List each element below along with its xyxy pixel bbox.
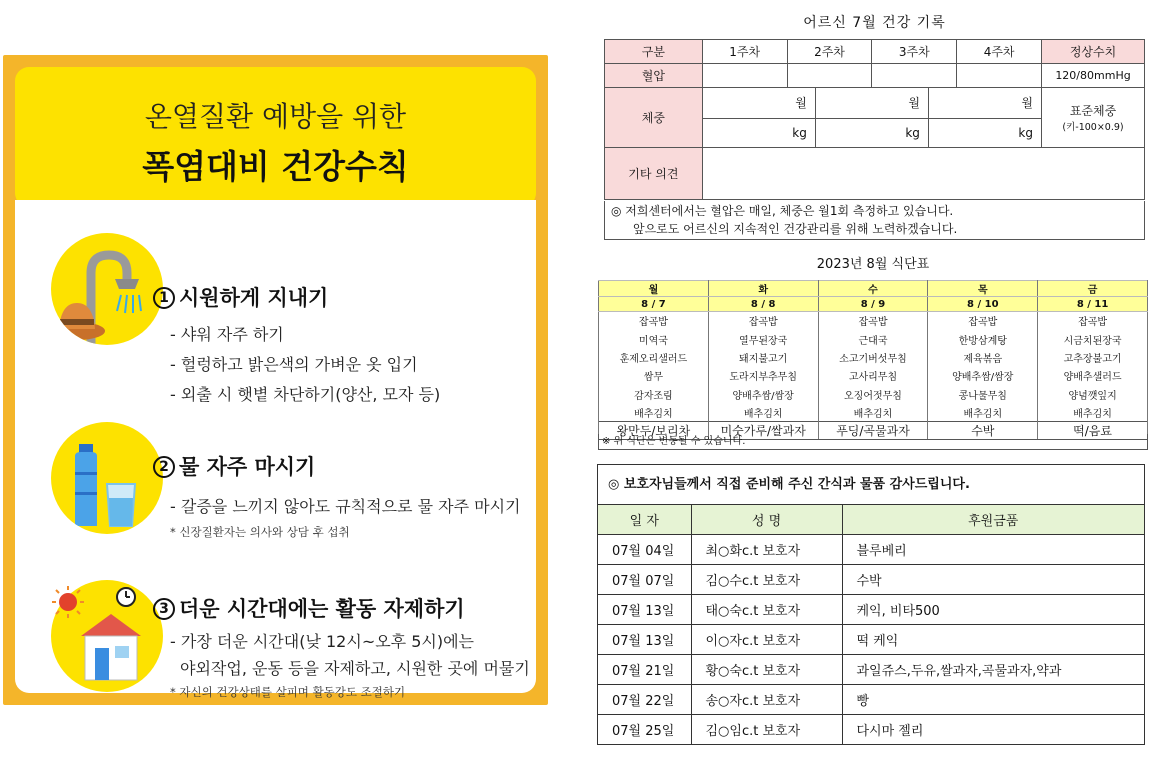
menu-row	[599, 348, 1148, 366]
menu-item: 양념깻잎지	[1038, 385, 1148, 403]
menu-snack: 푸딩/곡물과자	[818, 422, 928, 440]
tip-1-number: 1	[153, 287, 175, 309]
menu-item: 미역국	[599, 330, 709, 348]
tip-1-line: - 샤워 자주 하기	[170, 325, 284, 344]
menu-date: 8 / 9	[818, 297, 928, 312]
health-header-cell: 정상수치	[1042, 40, 1145, 64]
menu-item: 잡곡밥	[1038, 312, 1148, 330]
donor-item: 떡 케익	[842, 625, 1144, 655]
donor-item: 다시마 젤리	[842, 715, 1144, 745]
tip-3-number: 3	[153, 598, 175, 620]
donor-header-row	[598, 505, 1144, 535]
menu-row	[599, 385, 1148, 403]
health-header-cell: 4주차	[957, 40, 1042, 64]
donor-row	[598, 535, 1144, 565]
menu-item: 배추김치	[599, 403, 709, 421]
bp-cell[interactable]	[872, 64, 957, 88]
tip-1-line: - 외출 시 햇볕 차단하기(양산, 모자 등)	[170, 385, 441, 404]
blood-pressure-row	[605, 64, 1145, 88]
poster-title: 폭염대비 건강수칙	[142, 147, 409, 186]
menu-day: 목	[928, 281, 1038, 297]
standard-weight-formula: (키-100×0.9)	[1062, 122, 1124, 133]
tip-2-title: 물 자주 마시기	[179, 455, 316, 479]
menu-item: 고추장불고기	[1038, 348, 1148, 366]
donor-item: 과일쥬스,두유,쌀과자,곡물과자,약과	[842, 655, 1144, 685]
menu-item: 한방삼계탕	[928, 330, 1038, 348]
donor-item: 케익, 비타500	[842, 595, 1144, 625]
donor-header-cell: 성 명	[691, 505, 842, 535]
donor-name: 이○자c.t 보호자	[691, 625, 842, 655]
donor-item: 수박	[842, 565, 1144, 595]
menu-item: 배추김치	[928, 403, 1038, 421]
menu-item: 콩나물무침	[928, 385, 1038, 403]
donor-name: 황○숙c.t 보호자	[691, 655, 842, 685]
health-header-cell: 2주차	[787, 40, 872, 64]
donor-box	[597, 464, 1145, 745]
health-header-cell: 1주차	[702, 40, 787, 64]
menu-item: 돼지불고기	[708, 348, 818, 366]
donor-row	[598, 595, 1144, 625]
donor-title: ◎ 보호자님들께서 직접 준비해 주신 간식과 물품 감사드립니다.	[608, 477, 970, 492]
menu-item: 배추김치	[708, 403, 818, 421]
water-bottle-icon	[51, 422, 163, 534]
menu-item: 근대국	[818, 330, 928, 348]
menu-item: 배추김치	[1038, 403, 1148, 421]
donor-row	[598, 685, 1144, 715]
donor-name: 송○자c.t 보호자	[691, 685, 842, 715]
tip-3-line: - 가장 더운 시간대(낮 12시~오후 5시)에는	[170, 632, 475, 651]
bp-normal-value: 120/80mmHg	[1042, 64, 1145, 88]
donor-name: 김○임c.t 보호자	[691, 715, 842, 745]
menu-row	[599, 403, 1148, 421]
menu-snack: 떡/음료	[1038, 422, 1148, 440]
menu-item: 배추김치	[818, 403, 928, 421]
donor-item: 빵	[842, 685, 1144, 715]
bp-cell[interactable]	[787, 64, 872, 88]
weight-label: 체중	[605, 88, 703, 148]
menu-row	[599, 367, 1148, 385]
other-opinion-row	[605, 148, 1145, 200]
bp-cell[interactable]	[957, 64, 1042, 88]
health-record-title: 어르신 7월 건강 기록	[803, 15, 946, 31]
weight-month-cells	[702, 88, 1041, 119]
health-record-table	[604, 39, 1145, 200]
menu-dates-row	[599, 297, 1148, 312]
tip-3-lines	[170, 628, 530, 702]
menu-item: 제육볶음	[928, 348, 1038, 366]
other-opinion-field[interactable]	[702, 148, 1144, 200]
menu-title: 2023년 8월 식단표	[816, 257, 930, 272]
donor-row	[598, 715, 1144, 745]
menu-table	[598, 280, 1148, 440]
donor-row	[598, 625, 1144, 655]
health-note-line: ◎ 저희센터에서는 혈압은 매일, 체중은 월1회 측정하고 있습니다.	[611, 204, 954, 218]
health-note	[604, 201, 1145, 240]
weight-row	[605, 88, 1145, 119]
sun-icon	[51, 585, 85, 623]
poster-subtitle: 온열질환 예방을 위한	[144, 100, 407, 133]
poster-body	[15, 200, 536, 699]
weight-month-unit: 월	[1021, 96, 1033, 110]
menu-item: 잡곡밥	[599, 312, 709, 330]
menu-days-row	[599, 281, 1148, 297]
donor-date: 07월 25일	[598, 715, 691, 745]
menu-date: 8 / 10	[928, 297, 1038, 312]
poster-title-box	[15, 67, 536, 207]
menu-day: 화	[708, 281, 818, 297]
menu-item: 열무된장국	[708, 330, 818, 348]
menu-item: 소고기버섯무침	[818, 348, 928, 366]
menu-item: 오징어젓무침	[818, 385, 928, 403]
donor-name: 김○수c.t 보호자	[691, 565, 842, 595]
donor-date: 07월 21일	[598, 655, 691, 685]
menu-note: ※ 위 식단은 변동될 수 있습니다.	[598, 434, 1148, 450]
health-header-cell: 3주차	[872, 40, 957, 64]
clock-icon	[115, 586, 137, 612]
menu-snack: 수박	[928, 422, 1038, 440]
menu-snack: 왕만두/보리차	[599, 422, 709, 440]
donor-date: 07월 22일	[598, 685, 691, 715]
tip-1-title: 시원하게 지내기	[179, 286, 329, 310]
donor-date: 07월 13일	[598, 595, 691, 625]
donor-row	[598, 565, 1144, 595]
donor-date: 07월 04일	[598, 535, 691, 565]
other-opinion-label: 기타 의견	[605, 148, 703, 200]
donor-table	[598, 504, 1144, 745]
menu-item: 잡곡밥	[818, 312, 928, 330]
weight-month-unit: 월	[703, 88, 816, 118]
tip-1-line: - 헐렁하고 밝은색의 가벼운 옷 입기	[170, 355, 418, 374]
menu-item: 시금치된장국	[1038, 330, 1148, 348]
menu-day: 금	[1038, 281, 1148, 297]
menu-item: 잡곡밥	[928, 312, 1038, 330]
menu-item: 양배추샐러드	[1038, 367, 1148, 385]
tip-3-note: * 자신의 건강상태를 살피며 활동강도 조절하기	[170, 685, 406, 699]
health-header-cell: 구분	[605, 40, 703, 64]
donor-name: 태○숙c.t 보호자	[691, 595, 842, 625]
tip-1-lines	[170, 320, 440, 410]
menu-snack: 미숫가루/쌀과자	[708, 422, 818, 440]
menu-date: 8 / 7	[599, 297, 709, 312]
menu-item: 훈제오리샐러드	[599, 348, 709, 366]
tip-3-title: 더운 시간대에는 활동 자제하기	[179, 597, 465, 621]
health-header-row	[605, 40, 1145, 64]
menu-item: 양배추쌈/쌈장	[708, 385, 818, 403]
tip-2-lines	[170, 492, 521, 542]
tip-2-note: * 신장질환자는 의사와 상담 후 섭취	[170, 525, 350, 539]
menu-item: 고사리무침	[818, 367, 928, 385]
donor-row	[598, 655, 1144, 685]
menu-row	[599, 312, 1148, 330]
weight-month-unit: 월	[816, 88, 929, 118]
menu-item: 잡곡밥	[708, 312, 818, 330]
tip-2-line: - 갈증을 느끼지 않아도 규칙적으로 물 자주 마시기	[170, 497, 521, 516]
standard-weight-label: 표준체중	[1069, 104, 1117, 118]
menu-item: 감자조림	[599, 385, 709, 403]
standard-weight-cell	[1042, 88, 1145, 148]
menu-item: 양배추쌈/쌈장	[928, 367, 1038, 385]
menu-day: 수	[818, 281, 928, 297]
blood-pressure-label: 혈압	[605, 64, 703, 88]
donor-date: 07월 13일	[598, 625, 691, 655]
menu-row	[599, 330, 1148, 348]
donor-item: 블루베리	[842, 535, 1144, 565]
weight-kg-unit: kg	[1018, 126, 1033, 140]
tip-3-heading	[153, 593, 465, 623]
shower-hat-icon	[51, 233, 163, 345]
menu-day: 월	[599, 281, 709, 297]
donor-header-cell: 일 자	[598, 505, 691, 535]
heatwave-poster	[3, 55, 548, 705]
donor-name: 최○화c.t 보호자	[691, 535, 842, 565]
tip-1-heading	[153, 282, 328, 312]
tip-3-line: 야외작업, 운동 등을 자제하고, 시원한 곳에 머물기	[180, 659, 530, 678]
health-note-line: 앞으로도 어르신의 지속적인 건강관리를 위해 노력하겠습니다.	[633, 222, 958, 236]
donor-date: 07월 07일	[598, 565, 691, 595]
donor-header-cell: 후원금품	[842, 505, 1144, 535]
weight-kg-unit: kg	[816, 119, 929, 147]
weight-kg-cells	[702, 119, 1041, 148]
menu-date: 8 / 11	[1038, 297, 1148, 312]
menu-item: 도라지부추무침	[708, 367, 818, 385]
weight-kg-unit: kg	[703, 119, 816, 147]
menu-date: 8 / 8	[708, 297, 818, 312]
tip-2-heading	[153, 451, 315, 481]
tip-2-number: 2	[153, 456, 175, 478]
bp-cell[interactable]	[702, 64, 787, 88]
menu-item: 쌈무	[599, 367, 709, 385]
